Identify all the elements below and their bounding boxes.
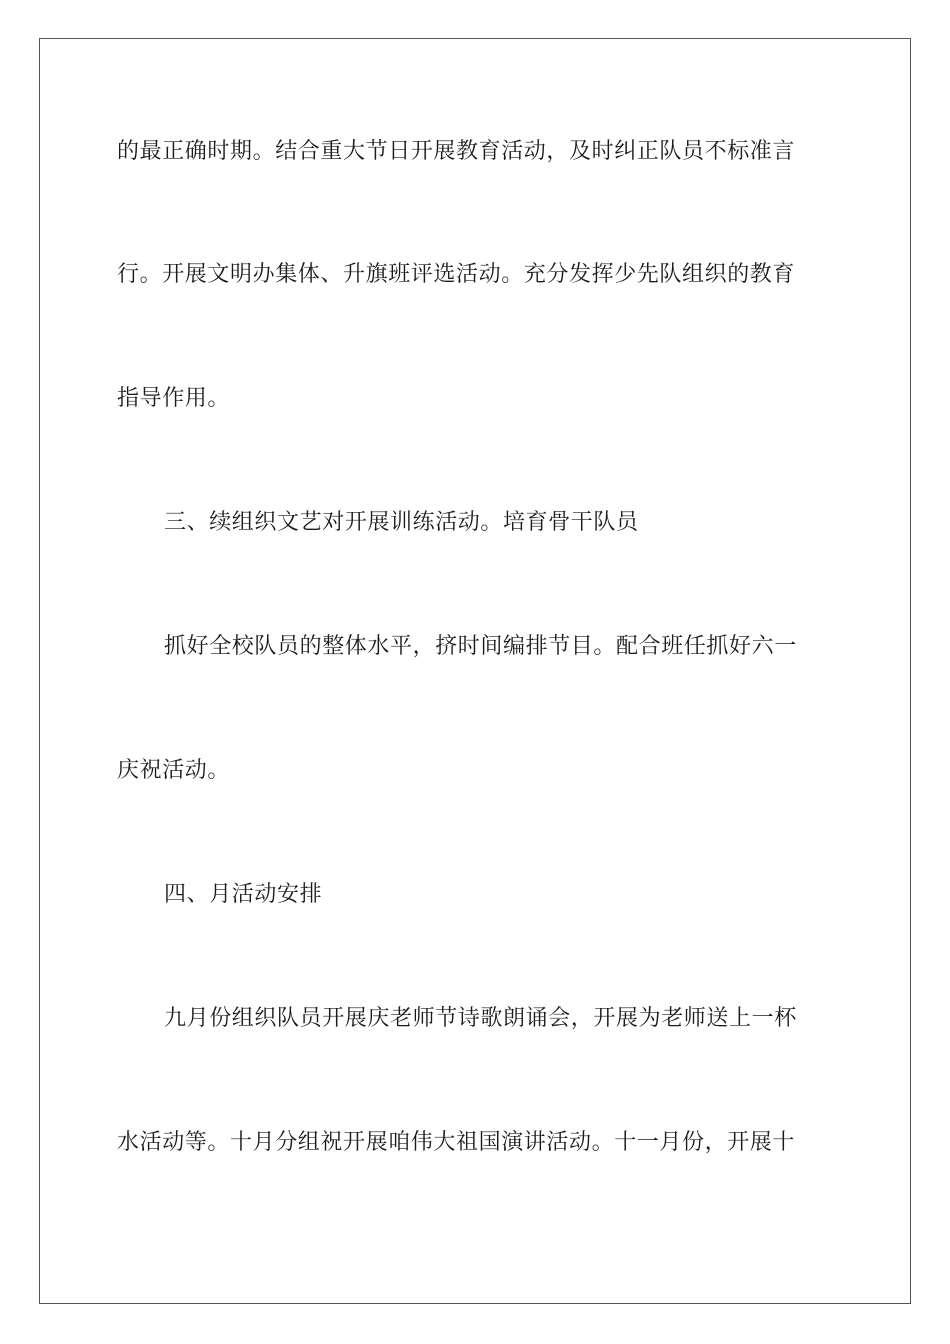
paragraph-line-2: 行。开展文明办集体、升旗班评选活动。充分发挥少先队组织的教育 bbox=[117, 262, 796, 287]
page-frame bbox=[39, 38, 911, 1304]
paragraph-line-5: 抓好全校队员的整体水平，挤时间编排节目。配合班任抓好六一 bbox=[164, 634, 797, 659]
section-heading-4: 四、月活动安排 bbox=[164, 882, 323, 907]
paragraph-line-9: 水活动等。十月分组祝开展咱伟大祖国演讲活动。十一月份，开展十 bbox=[117, 1130, 796, 1155]
paragraph-line-1: 的最正确时期。结合重大节日开展教育活动，及时纠正队员不标准言 bbox=[117, 139, 796, 164]
paragraph-line-6: 庆祝活动。 bbox=[117, 758, 231, 783]
section-heading-3: 三、续组织文艺对开展训练活动。培育骨干队员 bbox=[164, 510, 639, 535]
paragraph-line-3: 指导作用。 bbox=[117, 386, 231, 411]
paragraph-line-8: 九月份组织队员开展庆老师节诗歌朗诵会，开展为老师送上一杯 bbox=[164, 1006, 797, 1031]
